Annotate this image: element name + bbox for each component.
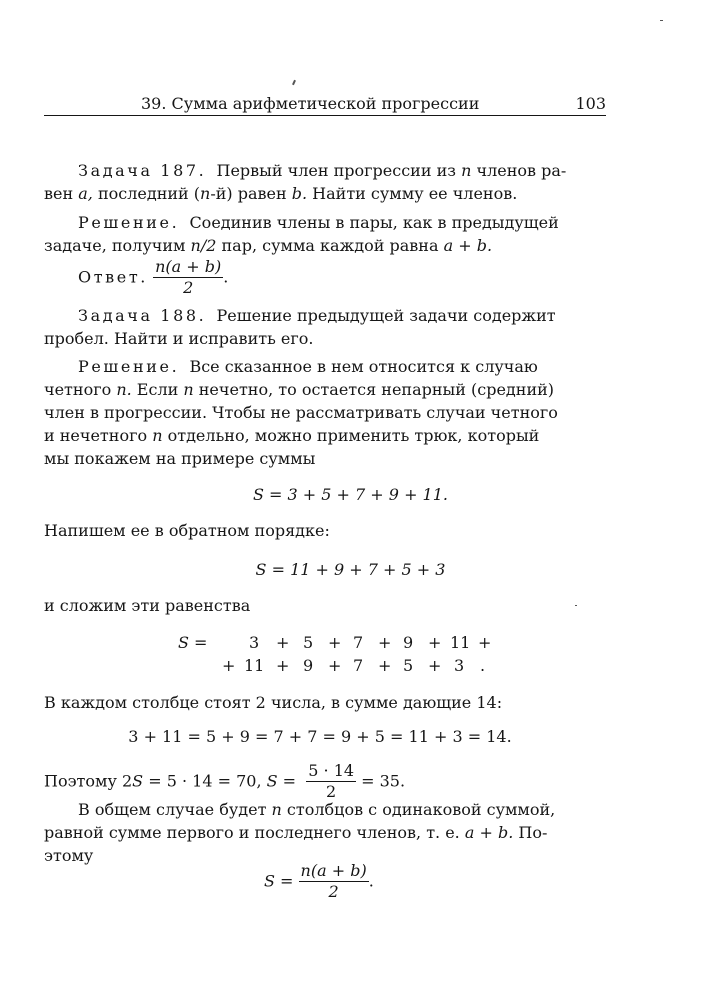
answer-fraction: $\frac{n(a + b)}{2}$: [155, 257, 222, 297]
solution-187-line-1: Решение. Соединив члены в пары, как в предыдущей: [78, 213, 559, 232]
scan-speck: [575, 605, 577, 606]
addition-row-2: + 11 + 9 + 7 + 5 + 3 .: [222, 656, 486, 675]
column-addition: [178, 631, 492, 677]
solution-188-line-5: мы покажем на примере суммы: [44, 449, 316, 468]
scan-speck: [660, 20, 663, 21]
solution-188-line-3: член в прогрессии. Чтобы не рассматривать случаи четного: [44, 403, 558, 422]
general-line-2: равной сумме первого и последнего членов, т. е. a + b. По-: [44, 823, 548, 842]
solution-187-label: Решение.: [78, 213, 180, 232]
task-188-line-1: Задача 188. Решение предыдущей задачи содержит: [78, 306, 556, 325]
solution-188-label: Решение.: [78, 357, 180, 376]
scan-speck: [292, 80, 296, 85]
task-188-line-2: пробел. Найти и исправить его.: [44, 329, 314, 348]
equation-column-sums: 3 + 11 = 5 + 9 = 7 + 7 = 9 + 5 = 11 + 3 = 14.: [128, 727, 512, 746]
text-add-equalities: и сложим эти равенства: [44, 596, 251, 615]
task-188-label: Задача 188.: [78, 306, 207, 325]
section-title: 39. Сумма арифметической прогрессии: [141, 94, 480, 113]
page-number: 103: [575, 94, 606, 113]
solution-188-line-1: Решение. Все сказанное в нем относится к случаю: [78, 357, 538, 376]
answer-label: Ответ.: [78, 267, 148, 287]
solution-188-line-2: четного n. Если n нечетно, то остается непарный (средний): [44, 380, 555, 399]
running-header: [44, 93, 606, 116]
therefore-fraction: $\frac{5 \cdot 14}{2}$: [308, 761, 355, 801]
final-fraction: $\frac{n(a + b)}{2}$: [300, 861, 367, 901]
addition-row-1: S = 3 + 5 + 7 + 9 + 11 +: [178, 633, 492, 652]
equation-reverse-sum: S = 11 + 9 + 7 + 5 + 3: [255, 560, 446, 579]
answer-187: Ответ. $\frac{n(a + b)}{2}$ .: [78, 257, 229, 297]
therefore-line: Поэтому 2S = 5 · 14 = 70, S = $\frac{5 \cdot 14}{2}$ = 35.: [44, 761, 406, 801]
equation-sum: S = 3 + 5 + 7 + 9 + 11.: [252, 485, 448, 504]
task-187-label: Задача 187.: [78, 161, 207, 180]
task-187-line-2: вен a, последний (n-й) равен b. Найти сумму ее членов.: [44, 184, 518, 203]
solution-187-line-2: задаче, получим n/2 пар, сумма каждой равна a + b.: [44, 236, 493, 255]
text-reverse-order: Напишем ее в обратном порядке:: [44, 521, 330, 540]
final-formula: S = $\frac{n(a + b)}{2}$ .: [264, 861, 374, 901]
task-187-line-1: Задача 187. Первый член прогрессии из n членов ра-: [78, 161, 567, 180]
general-line-1: В общем случае будет n столбцов с одинаковой суммой,: [78, 800, 556, 819]
text-columns: В каждом столбце стоят 2 числа, в сумме дающие 14:: [44, 693, 503, 712]
solution-188-line-4: и нечетного n отдельно, можно применить трюк, который: [44, 426, 540, 445]
general-line-3: этому: [44, 846, 94, 865]
